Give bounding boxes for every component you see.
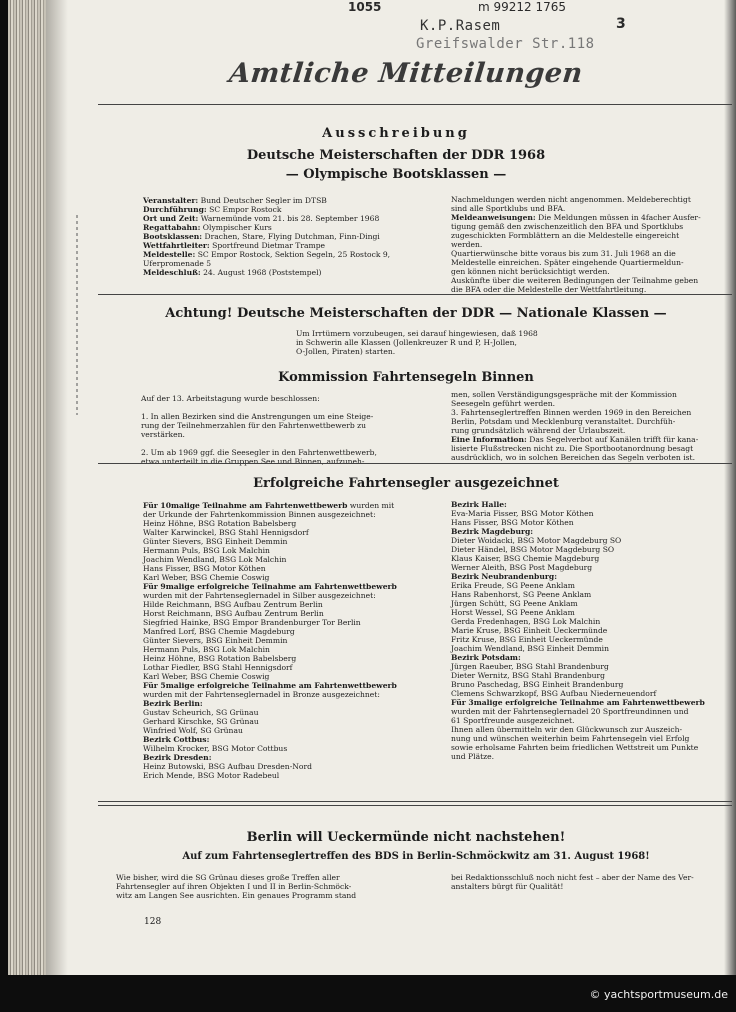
- text-line-body: Drachen, Stare, Flying Dutchman, Finn-Dingi: [202, 232, 380, 241]
- text-line: [143, 618, 397, 627]
- text-line: [451, 258, 701, 267]
- text-line-lead: Für 3malige erfolgreiche Teilnahme am Fahrtenwettbewerb: [451, 698, 705, 707]
- stamp-name: K.P.Rasem: [420, 18, 501, 34]
- text-line-body: rung grundsätzlich während der Urlaubszeit.: [451, 426, 626, 435]
- text-line: [143, 681, 397, 690]
- text-line-body: sowie erholsame Fahrten beim friedlichen Wettstreit um Punkte: [451, 743, 699, 752]
- text-line: [143, 726, 397, 735]
- kommission-right-column: [451, 390, 698, 462]
- section-rule-2: [98, 463, 732, 464]
- margin-marks: [76, 215, 78, 415]
- text-line-body: 1. In allen Bezirken sind die Anstrengungen um eine Steige-: [141, 412, 374, 421]
- text-line-lead: Bezirk Cottbus:: [143, 735, 210, 744]
- text-line: [451, 408, 698, 417]
- text-line: [143, 627, 397, 636]
- text-line-lead: Ort und Zeit:: [143, 214, 199, 223]
- text-line: [451, 752, 705, 761]
- text-line-body: Hermann Puls, BSG Lok Malchin: [143, 546, 270, 555]
- text-line: witz am Langen See ausrichten. Ein genaues Programm stand: [116, 891, 357, 900]
- ausschreibung-label: Ausschreibung: [322, 126, 470, 141]
- text-line: Fahrtensegler auf ihren Objekten I und II in Berlin-Schmöck-: [116, 882, 352, 891]
- text-line: [143, 564, 397, 573]
- text-line: Um Irrtümern vorzubeugen, sei darauf hingewiesen, daß 1968: [296, 329, 538, 338]
- text-line-body: Dieter Woidacki, BSG Motor Magdeburg SO: [451, 536, 622, 545]
- text-line-body: Gustav Scheurich, SG Grünau: [143, 708, 259, 717]
- page-stack-edges: [8, 0, 48, 975]
- handwritten-code: m 99212 1765: [478, 0, 567, 14]
- text-line-body: Nachmeldungen werden nicht angenommen. Meldeberechtigt: [451, 195, 691, 204]
- document-page: [46, 0, 736, 975]
- text-line-lead: Regattabahn:: [143, 223, 201, 232]
- text-line: [143, 205, 390, 214]
- watermark-credit: © yachtsportmuseum.de: [589, 988, 728, 1001]
- text-line-body: Dieter Wernitz, BSG Stahl Brandenburg: [451, 671, 606, 680]
- text-line: [143, 735, 397, 744]
- masthead-title: Amtliche Mitteilungen: [227, 58, 585, 89]
- text-line-body: Erika Freude, SG Peene Anklam: [451, 581, 575, 590]
- berlin-subtitle: Auf zum Fahrtenseglertreffen des BDS in Berlin-Schmöckwitz am 31. August 1968!: [182, 851, 650, 862]
- text-line: [143, 654, 397, 663]
- text-line-body: Karl Weber, BSG Chemie Coswig: [143, 573, 270, 582]
- text-line: Wie bisher, wird die SG Grünau dieses große Treffen aller: [116, 873, 340, 882]
- text-line-lead: Bezirk Neubrandenburg:: [451, 572, 558, 581]
- text-line: O-Jollen, Piraten) starten.: [296, 347, 396, 356]
- text-line-body: tigung gemäß den zwischenzeitlich den BFA und Sportklubs: [451, 222, 684, 231]
- text-line-body: 3. Fahrtenseglertreffen Binnen werden 1969 in den Bereichen: [451, 408, 692, 417]
- text-line: [451, 240, 701, 249]
- text-line-body: Das Segelverbot auf Kanälen trifft für kana-: [526, 435, 699, 444]
- text-line: in Schwerin alle Klassen (Jollenkreuzer R und P, H-Jollen,: [296, 338, 517, 347]
- text-line-body: der Urkunde der Fahrtenkommission Binnen ausgezeichnet:: [143, 510, 376, 519]
- text-line: [143, 537, 397, 546]
- text-line: [451, 590, 705, 599]
- text-line: [143, 762, 397, 771]
- text-line: [451, 518, 705, 527]
- text-line: [451, 563, 705, 572]
- text-line: [143, 232, 390, 241]
- text-line: [451, 527, 705, 536]
- text-line: [141, 394, 377, 403]
- text-line: [451, 435, 698, 444]
- text-line-body: Marie Kruse, BSG Einheit Ueckermünde: [451, 626, 608, 635]
- text-line: [451, 653, 705, 662]
- text-line: [451, 390, 698, 399]
- text-line-body: Hans Fisser, BSG Motor Köthen: [451, 518, 574, 527]
- text-line: [451, 689, 705, 698]
- text-line-body: nung und wünschen weiterhin beim Fahrtensegeln viel Erfolg: [451, 734, 690, 743]
- text-line-body: men, sollen Verständigungsgespräche mit der Kommission: [451, 390, 677, 399]
- text-line-body: Wilhelm Krocker, BSG Motor Cottbus: [143, 744, 288, 753]
- text-line-lead: Durchführung:: [143, 205, 207, 214]
- text-line: [451, 608, 705, 617]
- text-line-body: wurden mit der Fahrtenseglernadel 20 Sportfreundinnen und: [451, 707, 689, 716]
- text-line-body: Seesegeln geführt werden.: [451, 399, 555, 408]
- text-line-body: Clemens Schwarzkopf, BSG Aufbau Niederneuendorf: [451, 689, 657, 698]
- text-line: [451, 662, 705, 671]
- text-line: [451, 698, 705, 707]
- text-line-body: Auskünfte über die weiteren Bedingungen der Teilnahme geben: [451, 276, 699, 285]
- text-line-lead: Bezirk Dresden:: [143, 753, 212, 762]
- text-line-lead: Meldeanweisungen:: [451, 213, 536, 222]
- text-line-body: Sportfreund Dietmar Trampe: [209, 241, 326, 250]
- handwritten-number: 1055: [348, 0, 382, 14]
- masthead-rule: [98, 104, 732, 105]
- text-line: [451, 231, 701, 240]
- berlin-right-column: [451, 873, 694, 891]
- text-line: [451, 581, 705, 590]
- text-line-lead: Bezirk Magdeburg:: [451, 527, 534, 536]
- text-line: [451, 671, 705, 680]
- text-line: [143, 699, 397, 708]
- text-line-body: Winfried Wolf, SG Grünau: [143, 726, 243, 735]
- text-line: [451, 285, 701, 294]
- text-line: [451, 249, 701, 258]
- text-line-body: Uferpromenade 5: [143, 259, 212, 268]
- text-line: [143, 600, 397, 609]
- text-line: [451, 680, 705, 689]
- text-line-lead: Bootsklassen:: [143, 232, 203, 241]
- text-line-lead: Für 9malige erfolgreiche Teilnahme am Fahrtenwettbewerb: [143, 582, 397, 591]
- text-line-body: Berlin, Potsdam und Mecklenburg veranstaltet. Durchfüh-: [451, 417, 676, 426]
- text-line-body: werden.: [451, 240, 483, 249]
- text-line: [451, 545, 705, 554]
- text-line-body: Gerda Fredenhagen, BSG Lok Malchin: [451, 617, 601, 626]
- text-line-body: lisierte Flußstrecken nicht zu. Die Sportbootanordnung besagt: [451, 444, 694, 453]
- text-line: [143, 528, 397, 537]
- text-line: [143, 591, 397, 600]
- text-line: anstalters bürgt für Qualität!: [451, 882, 564, 891]
- text-line-body: Gerhard Kirschke, SG Grünau: [143, 717, 259, 726]
- text-line: [141, 430, 377, 439]
- text-line-body: Dieter Händel, BSG Motor Magdeburg SO: [451, 545, 615, 554]
- text-line-body: Hans Fisser, BSG Motor Köthen: [143, 564, 266, 573]
- gutter-shadow: [46, 0, 68, 975]
- ausschreibung-title: Deutsche Meisterschaften der DDR 1968: [246, 148, 546, 163]
- text-line-body: Joachim Wendland, BSG Lok Malchin: [143, 555, 287, 564]
- text-line: [143, 708, 397, 717]
- text-line-body: 61 Sportfreunde ausgezeichnet.: [451, 716, 575, 725]
- text-line-body: Bund Deutscher Segler im DTSB: [198, 196, 327, 205]
- text-line: [451, 599, 705, 608]
- text-line-body: wurden mit der Fahrtenseglernadel in Bronze ausgezeichnet:: [143, 690, 380, 699]
- text-line-lead: Meldestelle:: [143, 250, 196, 259]
- text-line: [451, 725, 705, 734]
- stamp-address: Greifswalder Str.118: [416, 36, 595, 52]
- text-line: [451, 267, 701, 276]
- kommission-title: Kommission Fahrtensegeln Binnen: [278, 370, 534, 385]
- text-line-body: gen können nicht berücksichtigt werden.: [451, 267, 610, 276]
- text-line-body: Joachim Wendland, BSG Einheit Demmin: [451, 644, 610, 653]
- text-line: [451, 617, 705, 626]
- text-line-body: Olympischer Kurs: [200, 223, 272, 232]
- text-line: [143, 546, 397, 555]
- text-line: [451, 417, 698, 426]
- text-line: [143, 519, 397, 528]
- text-line: [143, 573, 397, 582]
- ausschreibung-subtitle: — Olympische Bootsklassen —: [285, 167, 507, 182]
- text-line-lead: Bezirk Berlin:: [143, 699, 203, 708]
- text-line: [141, 439, 377, 448]
- text-line-body: etwa unterteilt in die Gruppen See und Binnen, aufzuneh-: [141, 457, 365, 466]
- text-line-body: SC Empor Rostock: [206, 205, 282, 214]
- text-line-body: Walter Karwinckel, BSG Stahl Hennigsdorf: [143, 528, 309, 537]
- text-line: [141, 448, 377, 457]
- text-line-body: Heinz Höhne, BSG Rotation Babelsberg: [143, 519, 297, 528]
- text-line-body: Jürgen Raeuber, BSG Stahl Brandenburg: [451, 662, 609, 671]
- text-line: [451, 536, 705, 545]
- text-line: [451, 222, 701, 231]
- text-line: [143, 636, 397, 645]
- text-line-body: Jürgen Schütt, SG Peene Anklam: [451, 599, 578, 608]
- text-line-body: Lothar Fiedler, BSG Stahl Hennigsdorf: [143, 663, 293, 672]
- text-line-body: Bruno Paschedag, BSG Einheit Brandenburg: [451, 680, 624, 689]
- text-line: [143, 690, 397, 699]
- text-line: [143, 259, 390, 268]
- page-mark: 3: [616, 16, 626, 32]
- text-line-body: die BFA oder die Meldestelle der Wettfahrtleitung.: [451, 285, 647, 294]
- text-line-body: Klaus Kaiser, BSG Chemie Magdeburg: [451, 554, 600, 563]
- text-line-body: Hans Rabenhorst, SG Peene Anklam: [451, 590, 592, 599]
- text-line-body: Fritz Kruse, BSG Einheit Ueckermünde: [451, 635, 603, 644]
- text-line: [451, 707, 705, 716]
- text-line-body: Hilde Reichmann, BSG Aufbau Zentrum Berlin: [143, 600, 323, 609]
- text-line-body: Quartierwünsche bitte voraus bis zum 31. Juli 1968 an die: [451, 249, 676, 258]
- section-rule-3a: [98, 801, 732, 802]
- text-line-lead: Bezirk Potsdam:: [451, 653, 521, 662]
- text-line-body: zugeschickten Formblättern an die Meldestelle eingereicht: [451, 231, 680, 240]
- berlin-title: Berlin will Ueckermünde nicht nachstehen!: [246, 830, 566, 845]
- text-line: [143, 268, 390, 277]
- text-line: [451, 635, 705, 644]
- text-line-body: 24. August 1968 (Poststempel): [200, 268, 322, 277]
- text-line: [143, 717, 397, 726]
- text-line: [143, 672, 397, 681]
- text-line: [451, 554, 705, 563]
- text-line-body: und Plätze.: [451, 752, 495, 761]
- text-line: [143, 555, 397, 564]
- text-line-lead: Bezirk Halle:: [451, 500, 507, 509]
- ausgezeichnet-right-column: [451, 500, 705, 761]
- text-line: [141, 457, 377, 466]
- text-line-body: Günter Sievers, BSG Einheit Demmin: [143, 636, 288, 645]
- text-line: [451, 572, 705, 581]
- text-line: [451, 626, 705, 635]
- section-rule-1: [98, 294, 732, 295]
- text-line-body: 2. Um ab 1969 ggf. die Seesegler in den Fahrtenwettbewerb,: [141, 448, 377, 457]
- achtung-title: Achtung! Deutsche Meisterschaften der DDR — Nationale Klassen —: [165, 306, 667, 321]
- text-line: [143, 663, 397, 672]
- text-line-body: Meldestelle einreichen. Später eingehende Quartiermeldun-: [451, 258, 684, 267]
- page-number: 128: [144, 917, 162, 927]
- text-line: [451, 743, 705, 752]
- text-line: [451, 426, 698, 435]
- text-line: [451, 734, 705, 743]
- text-line-body: Hermann Puls, BSG Lok Malchin: [143, 645, 270, 654]
- text-line: [141, 421, 377, 430]
- text-line-body: sind alle Sportklubs und BFA.: [451, 204, 566, 213]
- text-line-body: SC Empor Rostock, Sektion Segeln, 25 Rostock 9,: [195, 250, 391, 259]
- text-line: [451, 213, 701, 222]
- text-line-body: ausdrücklich, wo in solchen Bereichen das Segeln verboten ist.: [451, 453, 695, 462]
- text-line-body: Siegfried Hainke, BSG Empor Brandenburger Tor Berlin: [143, 618, 361, 627]
- text-line: [451, 509, 705, 518]
- text-line: [451, 453, 698, 462]
- text-line: [143, 196, 390, 205]
- text-line: [143, 645, 397, 654]
- text-line: [143, 744, 397, 753]
- text-line: [143, 753, 397, 762]
- text-line: [451, 644, 705, 653]
- text-line-body: Heinz Butowski, BSG Aufbau Dresden-Nord: [143, 762, 312, 771]
- text-line-body: Heinz Höhne, BSG Rotation Babelsberg: [143, 654, 297, 663]
- ausgezeichnet-title: Erfolgreiche Fahrtensegler ausgezeichnet: [253, 476, 559, 491]
- text-line: [451, 204, 701, 213]
- section-rule-3b: [98, 805, 732, 806]
- text-line-body: Karl Weber, BSG Chemie Coswig: [143, 672, 270, 681]
- text-line: [451, 500, 705, 509]
- text-line-lead: Eine Information:: [451, 435, 527, 444]
- text-line: [143, 223, 390, 232]
- text-line-lead: Für 5malige erfolgreiche Teilnahme am Fahrtenwettbewerb: [143, 681, 397, 690]
- right-edge-shadow: [724, 0, 736, 975]
- text-line: [141, 403, 377, 412]
- text-line-body: Warnemünde vom 21. bis 28. September 1968: [198, 214, 380, 223]
- text-line: [451, 716, 705, 725]
- text-line: [451, 399, 698, 408]
- text-line: [143, 510, 397, 519]
- text-line-lead: Meldeschluß:: [143, 268, 201, 277]
- text-line: [451, 276, 701, 285]
- text-line-lead: Wettfahrtleiter:: [143, 241, 210, 250]
- text-line-body: Werner Aleith, BSG Post Magdeburg: [451, 563, 593, 572]
- ausschreibung-right-column: [451, 195, 701, 294]
- text-line-body: wurden mit: [347, 501, 395, 510]
- berlin-left-column: [116, 873, 356, 900]
- text-line-body: Manfred Lorf, BSG Chemie Magdeburg: [143, 627, 295, 636]
- text-line-body: Eva-Maria Fisser, BSG Motor Köthen: [451, 509, 594, 518]
- text-line: [143, 501, 397, 510]
- text-line-body: Günter Sievers, BSG Einheit Demmin: [143, 537, 288, 546]
- text-line-lead: Für 10malige Teilnahme am Fahrtenwettbewerb: [143, 501, 348, 510]
- text-line-body: verstärken.: [141, 430, 185, 439]
- ausgezeichnet-left-column: [143, 501, 397, 780]
- text-line: [143, 582, 397, 591]
- text-line: [451, 444, 698, 453]
- ausschreibung-left-column: [143, 196, 390, 277]
- text-line-body: rung der Teilnehmerzahlen für den Fahrtenwettbewerb zu: [141, 421, 367, 430]
- kommission-left-column: [141, 394, 377, 466]
- text-line-body: wurden mit der Fahrtenseglernadel in Silber ausgezeichnet:: [143, 591, 376, 600]
- text-line: bei Redaktionsschluß noch nicht fest – aber der Name des Ver-: [451, 873, 694, 882]
- text-line-body: Ihnen allen übermitteln wir den Glückwunsch zur Auszeich-: [451, 725, 683, 734]
- text-line: [143, 241, 390, 250]
- text-line-body: Horst Wessel, SG Peene Anklam: [451, 608, 575, 617]
- text-line: [143, 250, 390, 259]
- text-line-lead: Veranstalter:: [143, 196, 199, 205]
- text-line-body: Horst Reichmann, BSG Aufbau Zentrum Berlin: [143, 609, 324, 618]
- text-line: [451, 195, 701, 204]
- text-line: [143, 214, 390, 223]
- text-line: [141, 412, 377, 421]
- text-line: [143, 771, 397, 780]
- achtung-text: [296, 329, 538, 356]
- text-line-body: Erich Mende, BSG Motor Radebeul: [143, 771, 280, 780]
- text-line-body: Auf der 13. Arbeitstagung wurde beschlossen:: [141, 394, 320, 403]
- text-line-body: Die Meldungen müssen in 4facher Ausfer-: [535, 213, 701, 222]
- text-line: [143, 609, 397, 618]
